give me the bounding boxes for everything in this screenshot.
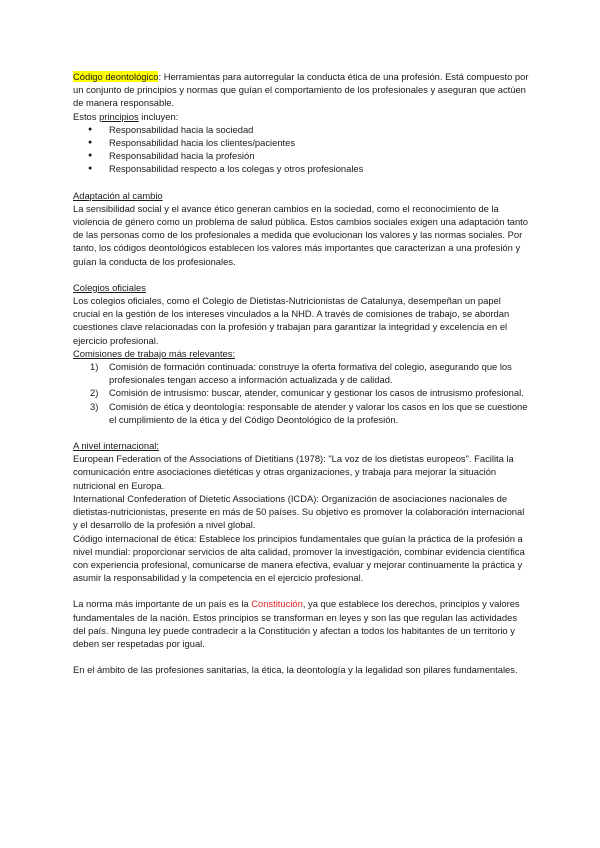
principles-list xyxy=(73,123,529,176)
list-item: ● Responsabilidad hacia la sociedad xyxy=(73,123,529,136)
item-text: Comisión de intrusismo: buscar, atender, comunicar y gestionar los casos de intrusismo profesional. xyxy=(109,387,524,399)
document-page xyxy=(73,70,529,676)
list-item: ● Responsabilidad respecto a los colegas y otros profesionales xyxy=(73,162,529,175)
item-number: 3) xyxy=(90,400,99,412)
intro-paragraph xyxy=(73,70,529,110)
comisiones-subheading: Comisiones de trabajo más relevantes: xyxy=(73,347,236,359)
constitucion-highlight: Constitución xyxy=(251,598,303,610)
highlighted-term: Código deontológico xyxy=(73,71,159,82)
section-heading-adaptacion: Adaptación al cambio xyxy=(73,189,163,201)
list-item xyxy=(73,400,529,426)
intro-definition: : Herramientas para autorregular la conducta ética de una profesión. Está compuesto por un conjunto de principios y normas que guían el comportamiento de los profesionales y aseguran que actúen de manera responsable. xyxy=(73,71,529,109)
item-text: Comisión de ética y deontología: responsable de atender y valorar los casos en los que se cuestione el cumplimiento de la ética y del Código Deontológico de la profesión. xyxy=(109,400,528,425)
principles-prefix: Estos xyxy=(73,110,100,122)
adaptacion-body: La sensibilidad social y el avance ético generan cambios en la sociedad, como el reconocimiento de la violencia de género como un problema de salud pública. Estos cambios sociales exigen una adaptación tanto de las personas como de los profesionales a medida que evolucionan los valores y las normas sociales. Por tanto, los códigos deontológicos establecen los valores más importantes que caracterizan a una profesión y guían la conducta de los profesionales. xyxy=(73,202,528,267)
list-item: ● Responsabilidad hacia los clientes/pacientes xyxy=(73,136,529,149)
section-heading-internacional: A nivel internacional: xyxy=(73,440,159,452)
item-number: 1) xyxy=(90,361,99,373)
principles-lead xyxy=(73,110,529,123)
constitucion-paragraph xyxy=(73,597,529,650)
closing-paragraph: En el ámbito de las profesiones sanitarias, la ética, la deontología y la legalidad son pilares fundamentales. xyxy=(73,664,518,676)
item-number: 2) xyxy=(90,387,99,399)
principles-suffix: incluyen: xyxy=(138,110,179,122)
comisiones-list xyxy=(73,360,529,426)
internacional-paragraph: Código internacional de ética: Establece los principios fundamentales que guían la práctica de la profesión a nivel mundial: proporcionar servicios de alta calidad, promover la investigación, combinar evidencia científica con experiencia profesional, comunicarse de manera efectiva, evaluar y mejorar continuamente la práctica y asumir la responsabilidad y la competencia en el ejercicio profesional. xyxy=(73,532,525,584)
list-item xyxy=(73,360,529,386)
constitucion-suffix: , ya que establece los derechos, principios y valores fundamentales de la nación. Estos principios se transforman en leyes y son las que regulan las actividades del país. Ninguna ley puede contradecir a la Constitución y afectan a todos los habitantes de un territorio y deben ser respetadas por igual. xyxy=(73,598,520,649)
internacional-paragraph: International Confederation of Dietetic Associations (ICDA): Organización de asociaciones nacionales de dietistas-nutricionistas, presente en más de 50 países. Su objetivo es promover la colaboración internacional y el desarrollo de la profesión a nivel global. xyxy=(73,492,525,531)
item-text: Comisión de formación continuada: construye la oferta formativa del colegio, asegurando que los profesionales tengan acceso a información actualizada y de calidad. xyxy=(109,361,512,386)
constitucion-prefix: La norma más importante de un país es la xyxy=(73,598,252,610)
section-heading-colegios: Colegios oficiales xyxy=(73,281,146,293)
principles-word: principios xyxy=(99,110,139,122)
list-item: ● Responsabilidad hacia la profesión xyxy=(73,149,529,162)
internacional-paragraph: European Federation of the Associations of Dietitians (1978): "La voz de los dietistas europeos". Facilita la comunicación entre asociaciones dietéticas y otras organizaciones, y trabaja para mejorar la situación nutricional en Europa. xyxy=(73,453,514,491)
colegios-body: Los colegios oficiales, como el Colegio de Dietistas-Nutricionistas de Catalunya, desempeñan un papel crucial en la gestión de los intereses vinculados a la NHD. A través de comisiones de trabajo, se abordan cuestiones clave relacionadas con la profesión y trabajan para garantizar la integridad y excelencia en el ejercicio profesional. xyxy=(73,295,510,346)
list-item xyxy=(73,386,529,399)
